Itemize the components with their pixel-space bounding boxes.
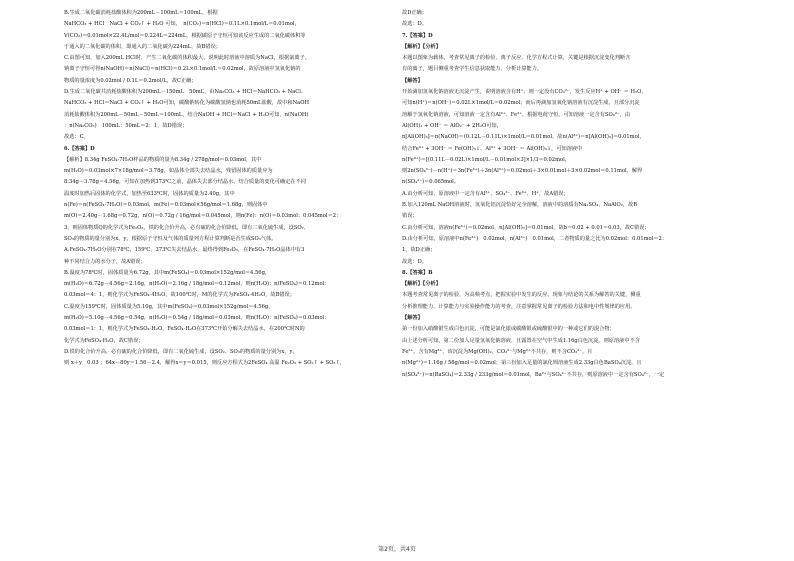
text-line: 8.34g－3.78g＝4.56g，可知在加热到373℃之前，晶体失去部分结晶水，结合质量的变化可确定在不同: [64, 179, 306, 186]
text-line: 故D正确；: [402, 10, 427, 16]
text-line: n(Fe)＝n(FeSO₄·7H₂O)＝0.03mol，m(Fe)＝0.03mol×56g/mol＝1.68g，则固体中: [64, 202, 268, 209]
text-line: C.由图可知，加入200mL HCl时，产生二氧化碳的体积最大，说明此时溶液中溶质为NaCl，根据氯离子、: [64, 55, 310, 62]
text-line: NaHCO₃ + HCl＝NaCl + CO₂↑ + H₂O可知，碳酸钠转化为碳酸氢钠也消耗50mL盐酸，故中和NaOH: [64, 100, 309, 107]
text-line: 【解析】8.34g FeSO₄·7H₂O样品的物质的量为8.34g / 278g/mol＝0.03mol，其中: [64, 156, 262, 163]
text-line: 溶解于氢氧化钠溶液，可知溶液一定含有Al³⁺、Fe³⁺，根据电荷守恒，可知溶液一定含有SO₄²⁻，由: [402, 111, 631, 118]
text-line: 则 x＋y 0.03 ；64x－80y＝1.56－2.4，解得x＝y＝0.015，则反应方程式为2FeSO₄ 高温 Fe₂O₃ + SO₂↑ + SO₃↑，: [64, 360, 346, 367]
text-line: NaHCO₃ + HCl NaCl + CO₂↑ + H₂O 可知， n(CO₂)＝n(HCl)＝0.1L×0.1mol/L＝0.01mol，: [64, 21, 300, 28]
text-line: SO₃的物质的量分别为x、y，根据原子守恒及气体的质量列方程计算判断是否生成SO₃气体。: [64, 235, 277, 242]
text-line: B.加入120mL NaOH溶液时，氢氧化铝沉淀恰好完全溶解，溶液中的溶质有Na₂SO₄、NaAlO₂，故B: [402, 202, 638, 209]
text-line: 于通入的二氧化碳的体积，即通入的二氧化碳为224mL，故B错误；: [64, 43, 221, 50]
text-line: 本题考查常见离子的检验，为高频考点，把握实验中发生的反应、现象与结论的关系为解答的关键，侧重: [402, 292, 641, 299]
text-line: 第一份加入硝酸银生成白色沉淀，可能是氯化银或碳酸银或硫酸银中的一种或它们的混合物；: [402, 326, 615, 333]
section-heading: 【解析】【分析】: [402, 43, 441, 50]
text-line: n(Fe³⁺)＝[(0.11L－0.02L)×1mol/L－0.01mol×3]×1/3＝0.02mol，: [402, 156, 571, 163]
text-line: B.温度为78℃时，固体质量为6.72g，其中m(FeSO₄)＝0.03mol×152g/mol＝4.56g，: [64, 269, 271, 276]
text-line: V(CO₂)＝0.01mol×22.4L/mol＝0.224L＝224mL，根据碳原子守恒可知该反应生成的二氧化碳体积等: [64, 32, 306, 39]
text-line: Fe²⁺，含有Mg²⁺，该沉淀为Mg(OH)₂，CO₃²⁻与Mg²⁺不共存，则不含CO₃²⁻，且: [402, 348, 593, 355]
text-line: m(O)＝2.40g－1.68g＝0.72g，n(O)＝0.72g / 16g/mol＝0.045mol，则n(Fe)：n(O)＝0.03mol：0.045mol＝2：: [64, 213, 342, 220]
text-line: 错误；: [402, 213, 418, 220]
text-line: 钠离子守恒可得n(NaOH)＝n(NaCl)＝n(HCl)＝0.2L×0.1mol/L＝0.02mol，故原溶液中氢氧化钠的: [64, 66, 301, 73]
text-line: 3，则固体物质Q的化学式为Fe₂O₃，铁的化合价升高，必有硫的化合价降低，即有二氧化硫生成，设SO₂、: [64, 224, 309, 231]
text-line: D.由分析可知，原溶液中n(Fe³⁺) 0.02mol，n(Al³⁺) 0.01mol，二者物质的量之比为0.02mol：0.01mol＝2：: [402, 235, 668, 242]
text-line: 可知n(H⁺)＝n(OH⁻)＝0.02L×1mol/L＝0.02mol；而后再滴加氢氧化钠溶液有沉淀生成，且部分沉淀: [402, 100, 640, 107]
text-line: ：n(Na₂CO₃) 100mL：50mL＝2：1，故D错误；: [64, 122, 188, 129]
section-heading: 【解答】: [402, 315, 423, 322]
text-line: m(H₂O)＝6.72g－4.56g＝2.16g，n(H₂O)＝2.16g / 18g/mol＝0.12mol，则n(H₂O)：n(FeSO₄)＝0.12mol：: [64, 281, 330, 288]
text-line: D.铁的化合价升高，必有硫的化合价降低，即有二氧化硫生成，设SO₂、SO₃的物质的量分别为x、y，: [64, 348, 298, 355]
text-line: 故选：C。: [64, 134, 89, 141]
text-line: 有的离子，题目侧重考查学生信息获取能力、分析计算能力。: [402, 66, 543, 73]
text-line: 0.03mol＝1：1，则化学式为FeSO₄·H₂O，FeSO₄·H₂O在373℃开始分解失去结晶水，在200℃时N的: [64, 326, 305, 333]
text-line: 结合Fe³⁺ + 3OH⁻ ＝ Fe(OH)₃↓、Al³⁺ + 3OH⁻ ＝ Al(OH)₃↓，可知溶液中: [402, 145, 583, 152]
text-line: 消耗盐酸体积为200mL－50mL－50mL＝100mL，结合NaOH + HCl＝NaCl + H₂O可知，n(NaOH): [64, 111, 309, 118]
text-line: n(Mg²⁺)＝1.16g / 58g/mol＝0.02mol；第三份加入足量的氯化钡溶液生成2.33g白色BaSO₄沉淀，且: [402, 360, 642, 367]
text-line: n(SO₄²⁻)＝n(BaSO₄)＝2.33g / 233g/mol＝0.01mol，Ba²⁺与SO₄²⁻不共存，则原溶液中一定含有SO₄²⁻，一定: [402, 371, 665, 378]
text-line: 故选：D。: [402, 21, 427, 28]
text-line: C.由分析可知，溶液n(Fe³⁺)＝0.02mol、n[Al(OH)₃]＝0.01mol，故b＝0.02 + 0.01＝0.03，故C错误；: [402, 224, 650, 231]
answer-column-left: [64, 8, 386, 533]
section-heading: 8.【答案】B: [402, 269, 433, 276]
section-heading: 6.【答案】D: [64, 145, 95, 152]
text-line: 1，故D正确；: [402, 247, 436, 254]
page-number-footer: 第2页，共4页: [378, 546, 416, 553]
text-line: 0.03mol＝4：1，则化学式为FeSO₄·4H₂O，故100℃时，M的化学式为FeSO₄·4H₂O，故B错误；: [64, 292, 295, 299]
section-heading: 7.【答案】D: [402, 32, 433, 39]
text-line: n(SO₄²⁻)＝0.065mol。: [402, 179, 460, 186]
text-line: Al(OH)₃ + OH⁻ ＝ AlO₂⁻ + 2H₂O可知，: [402, 122, 502, 129]
text-line: 由上述分析可知，第二份加入足量氢氧化钠溶液，且露置在空气中生成1.16g白色沉淀，则原溶液中不含: [402, 337, 640, 344]
text-line: A.由分析可知，原溶液中一定含有Al³⁺、SO₄²⁻、Fe³⁺、H⁺，故A错误；: [402, 190, 569, 197]
text-line: 物质的量浓度为0.02mol / 0.1L＝0.2mol/L，故C正确；: [64, 77, 197, 84]
text-line: A.FeSO₄·7H₂O分别在78℃、159℃、373℃失去结晶水，最终得到Fe₂O₃，在FeSO₄·7H₂O晶体中有3: [64, 247, 305, 254]
answer-column-right: [402, 8, 732, 533]
text-line: m(H₂O)＝0.03mol×7×18g/mol＝3.78g，如晶体全部失去结晶水，残留固体的质量应为: [64, 168, 273, 175]
text-line: 种不同结合力的水分子，故A错误；: [64, 258, 146, 265]
text-line: D.生成二氧化碳共消耗盐酸体积为200mL－150mL 50mL，由Na₂CO₃ + HCl＝NaHCO₃ + NaCl、: [64, 89, 307, 96]
section-heading: 【解答】: [402, 77, 423, 84]
text-line: B.生成二氧化碳消耗盐酸体积为200mL－100mL＝100mL，根据: [64, 10, 218, 16]
text-line: n[Al(OH)₃]＝n(NaOH)＝(0.12L－0.11L)×1mol/L＝0.01mol，故n(Al³⁺)＝n[Al(OH)₃]＝0.01mol，: [402, 134, 645, 141]
text-line: 则2n(SO₄²⁻)－n(H⁺)＝3n(Fe³⁺)＋3n(Al³⁺)＝0.02mol＋3×0.01mol＋3×0.02mol＝0.11mol，解得: [402, 168, 643, 175]
text-line: 分析推理能力、计算能力与实验操作能力的考查，注意掌握常见离子的检验方法和电中性规律的应用。: [402, 303, 636, 310]
text-line: 开始滴加氢氧化钠溶液无沉淀产生，说明溶液含有H⁺，则一定没有CO₃²⁻，发生反应H⁺ + OH⁻ ＝ H₂O，: [402, 89, 647, 96]
text-line: 故选：D。: [402, 258, 427, 265]
text-line: C.温度为159℃时，固体质量为5.10g，其中m(FeSO₄)＝0.03mol×152g/mol＝4.56g，: [64, 303, 274, 310]
text-line: m(H₂O)＝5.10g－4.56g＝0.54g，n(H₂O)＝0.54g / 18g/mol＝0.03mol，则n(H₂O)：n(FeSO₄)＝0.03mol：: [64, 315, 330, 322]
text-line: 本题以图象为载体，考查常见离子的检验、离子反应、化学方程式计算，关键是根据沉淀变化判断含: [402, 55, 631, 62]
text-line: 温度时加热后固体的化学式，加热至633℃时，固体的质量为2.40g，其中: [64, 190, 235, 197]
section-heading: 【解析】【分析】: [402, 281, 441, 288]
text-line: 化学式为FeSO₄·H₂O，故C错误；: [64, 337, 144, 344]
